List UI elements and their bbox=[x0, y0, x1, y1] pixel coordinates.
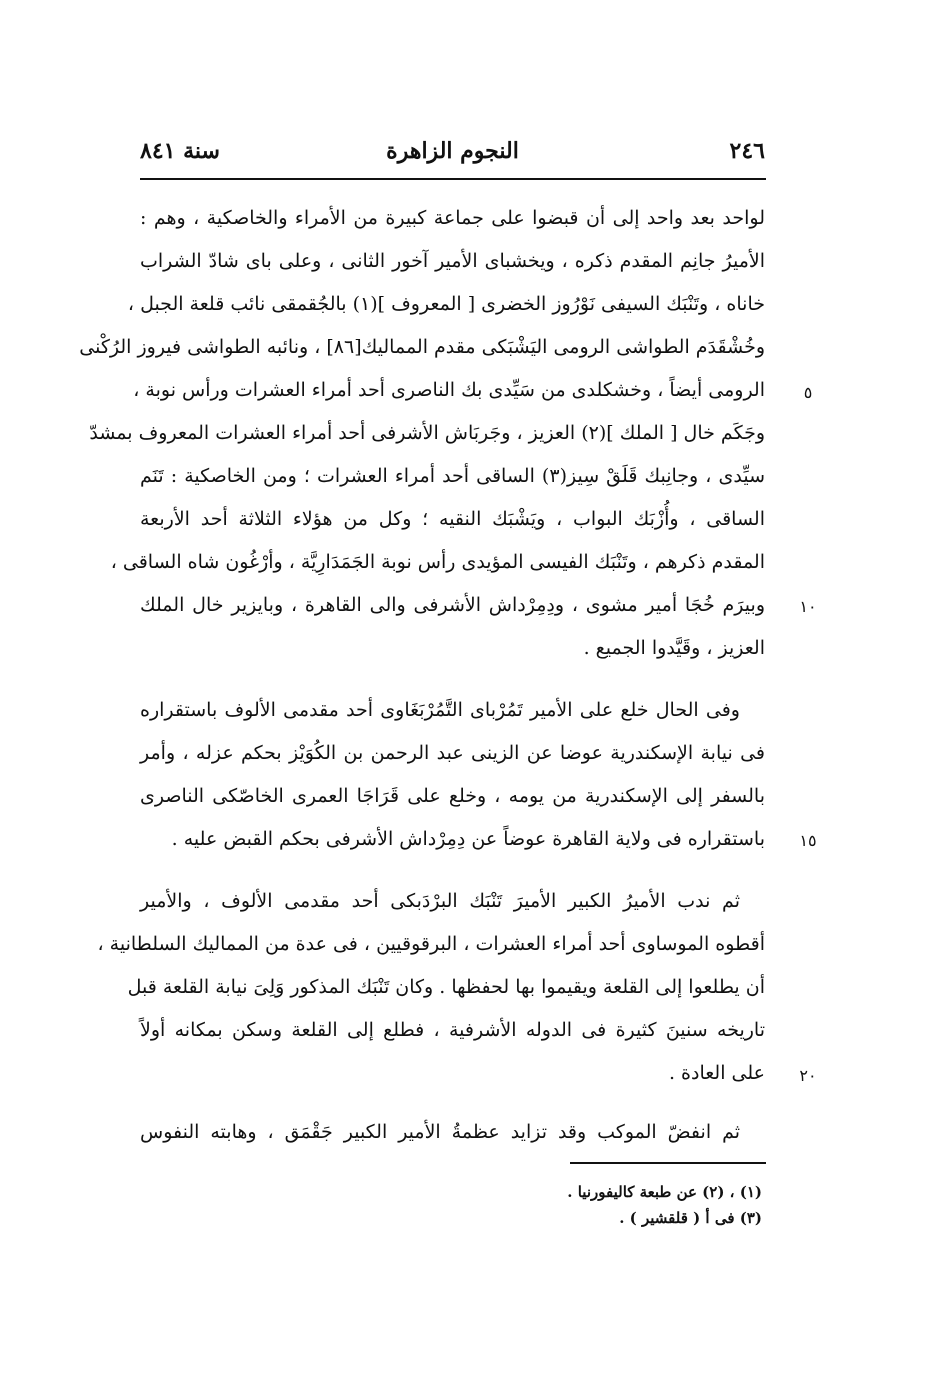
text-line: باستقراره فى ولاية القاهرة عوضاً عن دِمِرْداش الأشرفى بحكم القبض عليه . bbox=[171, 828, 765, 850]
running-header bbox=[140, 138, 765, 178]
text-line: سيِّدى ، وجانِبك قَلَقْ سِيز(٣) الساقى أحد أمراء العشرات ؛ ومن الخاصكية : تَنَم bbox=[140, 465, 765, 487]
footnote: (٣) فى أ ( قلقشير ) . bbox=[619, 1209, 762, 1227]
text-line: المقدم ذكرهم ، وتَنْبَك الفيسى المؤيدى رأس نوبة الجَمَدَارِيَّة ، وأرْغُون شاه الساقى ، bbox=[110, 551, 765, 573]
text-line: الأميرُ جانِم المقدم ذكره ، ويخشباى الأمير آخور الثانى ، وعلى باى شادّ الشراب bbox=[140, 250, 765, 272]
text-line: وبيرَم خُجَا أمير مشوى ، ودِمِرْداش الأشرفى والى القاهرة ، وبايزير خال الملك bbox=[140, 594, 765, 616]
text-line: الرومى أيضاً ، وخشكلدى من سَيِّدى بك الناصرى أحد أمراء العشرات ورأس نوبة ، bbox=[133, 379, 765, 401]
text-line: ثم ندب الأميرُ الكبير الأميرَ تَنْبَك البرْدَبكى أحد مقدمى الألوف ، والأمير bbox=[140, 890, 740, 912]
line-number: ١٥ bbox=[799, 831, 817, 850]
text-line: على العادة . bbox=[668, 1062, 765, 1084]
text-line: فى نيابة الإسكندرية عوضا عن الزينى عبد الرحمن بن الكُوَيْز بحكم عزله ، وأمر bbox=[140, 742, 765, 764]
text-line: أن يطلعوا إلى القلعة ويقيموا بها لحفظها . وكان تَنْبَك المذكور وَلِىَ نيابة القلعة قبل bbox=[127, 976, 765, 998]
footnote: (١) ، (٢) عن طبعة كاليفورنيا . bbox=[567, 1183, 762, 1201]
text-line: وخُشْقَدَم الطواشى الرومى اليَشْبَكى مقدم المماليك[٨٦] ، ونائبه الطواشى فيروز الرُكْنى bbox=[79, 336, 765, 358]
text-line: العزيز ، وقَيَّدوا الجميع . bbox=[583, 637, 765, 659]
text-line: تاريخه سنينَ كثيرة فى الدوله الأشرفية ، فطلع إلى القلعة وسكن بمكانه أولاً bbox=[140, 1019, 765, 1041]
text-line: وجَكَم خال [ الملك ](٢) العزيز ، وجَربَاش الأشرفى أحد أمراء العشرات المعروف بمشدّ bbox=[89, 422, 765, 444]
text-line: وفى الحال خلع على الأمير تَمُرْباى التَّمُرْبَغَاوى أحد مقدمى الألوف باستقراره bbox=[140, 699, 740, 721]
line-number: ١٠ bbox=[799, 597, 817, 616]
footnote-rule bbox=[570, 1162, 766, 1164]
line-number: ٥ bbox=[803, 383, 813, 402]
page-number: ٢٤٦ bbox=[729, 138, 765, 164]
text-line: أقطوه الموساوى أحد أمراء العشرات ، البرقوقيين ، فى عدة من المماليك السلطانية ، bbox=[97, 933, 765, 955]
text-line: خاناه ، وتَنْبَك السيفى نَوْرُوز الخضرى [ المعروف ](١) بالجُقمقى نائب قلعة الجبل ، bbox=[127, 293, 765, 315]
line-number: ٢٠ bbox=[799, 1066, 817, 1085]
year-label: سنة ٨٤١ bbox=[140, 138, 220, 164]
text-line: الساقى ، وأُزْبَك البواب ، ويَشْبَك النقيه ؛ وكل من هؤلاء الثلاثة أحد الأربعة bbox=[140, 508, 765, 530]
text-line: ثم انفضّ الموكب وقد تزايد عظمةُ الأمير الكبير جَقْمَق ، وهابته النفوس bbox=[140, 1121, 740, 1143]
header-rule bbox=[140, 178, 766, 180]
text-line: بالسفر إلى الإسكندرية من يومه ، وخلع على قَرَاجَا العمرى الخاصّكى الناصرى bbox=[140, 785, 765, 807]
text-line: لواحد بعد واحد إلى أن قبضوا على جماعة كبيرة من الأمراء والخاصكية ، وهم : bbox=[140, 207, 765, 229]
book-title: النجوم الزاهرة bbox=[386, 138, 519, 164]
